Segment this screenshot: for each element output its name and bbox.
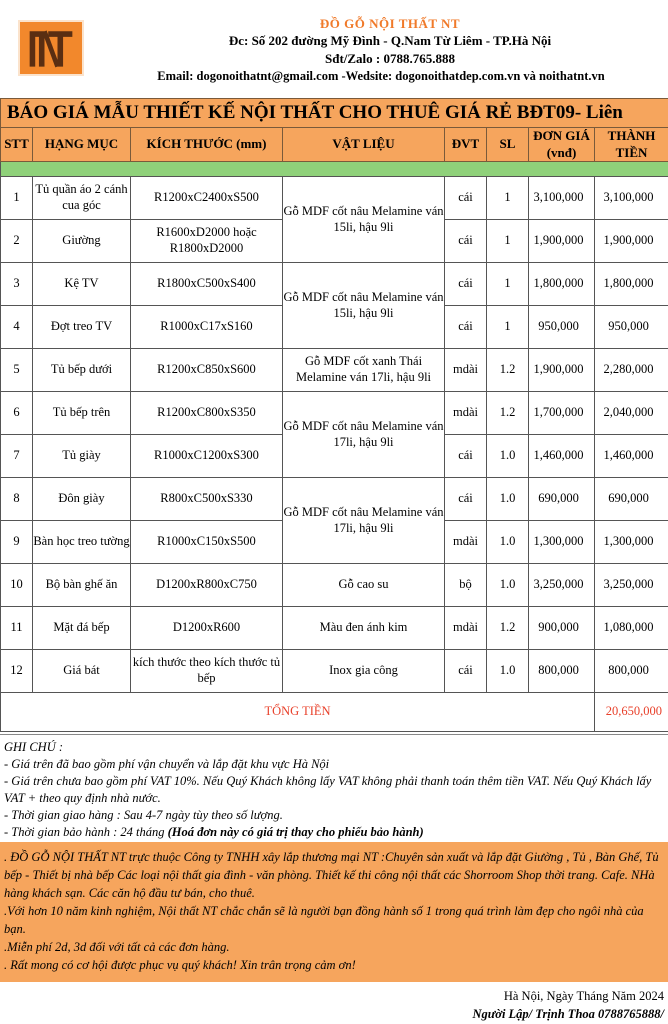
spacer-cell [1,162,668,177]
cell-price: 3,100,000 [529,177,595,220]
table-row [1,478,668,521]
cell-qty: 1.0 [487,478,529,521]
notes-section [0,734,668,840]
cell-qty: 1 [487,177,529,220]
cell-unit: cái [445,478,487,521]
cell-price: 950,000 [529,306,595,349]
cell-item: Tủ giày [33,435,131,478]
company-email-website: Email: dogonoithatnt@gmail.com -Wedsite: dogonoithatdep.com.vn và noithatnt.vn [157,69,605,83]
col-header-size: KÍCH THƯỚC (mm) [131,128,283,162]
cell-stt: 8 [1,478,33,521]
cell-material: Màu đen ánh kim [283,607,445,650]
cell-qty: 1.0 [487,435,529,478]
table-row [1,650,668,693]
notes-title: GHI CHÚ : [4,740,64,754]
cell-item: Đợt treo TV [33,306,131,349]
cell-unit: cái [445,650,487,693]
note-item: - Giá trên đã bao gồm phí vận chuyển và lắp đặt khu vực Hà Nội [4,757,330,771]
cell-size: R1200xC2400xS500 [131,177,283,220]
cell-size: R800xC500xS330 [131,478,283,521]
cell-stt: 7 [1,435,33,478]
cell-price: 900,000 [529,607,595,650]
cell-price: 1,800,000 [529,263,595,306]
cell-qty: 1.0 [487,650,529,693]
note-item: - Giá trên chưa bao gồm phí VAT 10%. Nếu Quý Khách không lấy VAT không phải thanh toán thêm tiền VAT. Nếu Quý Khách lấy VAT + theo quy định nhà nước. [4,774,652,805]
cell-unit: mdài [445,392,487,435]
table-row [1,349,668,392]
company-address: Đc: Số 202 đường Mỹ Đình - Q.Nam Từ Liêm - TP.Hà Nội [228,33,552,48]
intro-paragraph: .Với hơn 10 năm kinh nghiệm, Nội thất NT chắc chắn sẽ là người bạn đồng hành số 1 trong quá trình làm đẹp cho ngôi nhà của bạn. [4,904,644,936]
warranty-text: - Thời gian bảo hành : 24 tháng [4,825,168,839]
table-row [1,564,668,607]
cell-material: Gỗ MDF cốt nâu Melamine ván 17li, hậu 9li [283,392,445,478]
cell-material: Gỗ cao su [283,564,445,607]
intro-paragraph: . ĐỒ GỖ NỘI THẤT NT trực thuộc Công ty TNHH xây lắp thương mại NT :Chuyên sản xuất và lắp đặt Giường , Tủ , Bàn Ghế, Tủ bếp - Thiết bị nhà bếp Các loại nội thất gia đình - văn phòng. Thiết kế thi công nội thất các Shorroom Shop thời trang. Cafe. NHà hàng khách sạn. Các căn hộ đầu tư bán, cho thuê. [4,850,659,900]
quote-title: BÁO GIÁ MẪU THIẾT KẾ NỘI THẤT CHO THUÊ GIÁ RẺ BĐT09- Liên [1,99,668,128]
company-name: ĐỒ GỖ NỘI THẤT NT [319,16,461,31]
cell-qty: 1.2 [487,607,529,650]
cell-material: Gỗ MDF cốt xanh Thái Melamine ván 17li, hậu 9li [283,349,445,392]
cell-qty: 1.2 [487,392,529,435]
cell-stt: 4 [1,306,33,349]
spacer-row [1,162,668,177]
total-row [1,693,668,732]
cell-material: Inox gia công [283,650,445,693]
cell-total: 1,800,000 [595,263,668,306]
cell-material: Gỗ MDF cốt nâu Melamine ván 17li, hậu 9li [283,478,445,564]
cell-item: Đôn giày [33,478,131,521]
cell-price: 1,460,000 [529,435,595,478]
company-intro [0,842,668,982]
cell-size: R1200xC800xS350 [131,392,283,435]
cell-total: 2,280,000 [595,349,668,392]
intro-paragraph: . Rất mong có cơ hội được phục vụ quý khách! Xin trân trọng cảm ơn! [4,958,356,972]
col-header-item: HẠNG MỤC [33,128,131,162]
nt-logo-icon [20,22,82,74]
cell-price: 1,300,000 [529,521,595,564]
col-header-unit: ĐVT [445,128,487,162]
cell-unit: mdài [445,607,487,650]
company-logo [18,20,84,76]
sign-date: Hà Nội, Ngày Tháng Năm 2024 [503,989,664,1003]
total-value: 20,650,000 [595,693,668,732]
cell-price: 690,000 [529,478,595,521]
cell-unit: bộ [445,564,487,607]
intro-paragraph: .Miễn phí 2d, 3d đối với tất cả các đơn hàng. [4,940,230,954]
cell-size: D1200xR800xC750 [131,564,283,607]
col-header-material: VẬT LIỆU [283,128,445,162]
cell-item: Giường [33,220,131,263]
warranty-invoice-note: (Hoá đơn này có giá trị thay cho phiếu bảo hành) [167,825,424,839]
cell-total: 1,900,000 [595,220,668,263]
cell-size: D1200xR600 [131,607,283,650]
cell-size: R1600xD2000 hoặc R1800xD2000 [131,220,283,263]
col-header-stt: STT [1,128,33,162]
document-header [0,0,668,96]
cell-total: 3,250,000 [595,564,668,607]
table-row [1,607,668,650]
cell-price: 3,250,000 [529,564,595,607]
cell-price: 1,900,000 [529,220,595,263]
cell-stt: 5 [1,349,33,392]
cell-price: 1,900,000 [529,349,595,392]
table-header-row [1,128,668,162]
cell-item: Kệ TV [33,263,131,306]
total-label: TỔNG TIỀN [1,693,595,732]
cell-total: 1,460,000 [595,435,668,478]
cell-price: 800,000 [529,650,595,693]
cell-item: Bàn học treo tường [33,521,131,564]
cell-size: R1200xC850xS600 [131,349,283,392]
cell-unit: cái [445,263,487,306]
cell-stt: 9 [1,521,33,564]
cell-item: Giá bát [33,650,131,693]
cell-material: Gỗ MDF cốt nâu Melamine ván 15li, hậu 9li [283,263,445,349]
table-row [1,263,668,306]
cell-unit: cái [445,435,487,478]
col-header-price: ĐƠN GIÁ (vnđ) [529,128,595,162]
cell-unit: cái [445,306,487,349]
cell-unit: cái [445,220,487,263]
cell-qty: 1.2 [487,349,529,392]
cell-item: Bộ bàn ghế ăn [33,564,131,607]
cell-size: kích thước theo kích thước tủ bếp [131,650,283,693]
cell-size: R1000xC17xS160 [131,306,283,349]
cell-qty: 1.0 [487,521,529,564]
cell-total: 3,100,000 [595,177,668,220]
cell-size: R1000xC1200xS300 [131,435,283,478]
cell-unit: mdài [445,521,487,564]
col-header-qty: SL [487,128,529,162]
cell-item: Tủ bếp dưới [33,349,131,392]
table-row [1,177,668,220]
cell-unit: mdài [445,349,487,392]
cell-stt: 10 [1,564,33,607]
cell-item: Tủ bếp trên [33,392,131,435]
cell-qty: 1 [487,306,529,349]
company-phone: Sđt/Zalo : 0788.765.888 [324,51,455,66]
note-item: - Thời gian giao hàng : Sau 4-7 ngày tùy theo số lượng. [4,808,283,822]
cell-total: 950,000 [595,306,668,349]
cell-size: R1800xC500xS400 [131,263,283,306]
cell-unit: cái [445,177,487,220]
cell-stt: 2 [1,220,33,263]
sign-author: Người Lập/ Trịnh Thoa 0788765888/ [472,1007,664,1021]
cell-size: R1000xC150xS500 [131,521,283,564]
table-row [1,392,668,435]
cell-total: 800,000 [595,650,668,693]
note-item [4,824,664,841]
cell-item: Mặt đá bếp [33,607,131,650]
cell-qty: 1.0 [487,564,529,607]
cell-stt: 12 [1,650,33,693]
cell-stt: 1 [1,177,33,220]
quote-table [0,98,668,732]
cell-stt: 11 [1,607,33,650]
cell-stt: 6 [1,392,33,435]
signature-block [0,984,668,1024]
cell-stt: 3 [1,263,33,306]
cell-material: Gỗ MDF cốt nâu Melamine ván 15li, hậu 9li [283,177,445,263]
cell-qty: 1 [487,263,529,306]
cell-total: 2,040,000 [595,392,668,435]
col-header-total: THÀNH TIỀN [595,128,668,162]
cell-item: Tủ quần áo 2 cánh cua góc [33,177,131,220]
cell-price: 1,700,000 [529,392,595,435]
cell-total: 690,000 [595,478,668,521]
cell-qty: 1 [487,220,529,263]
cell-total: 1,080,000 [595,607,668,650]
cell-total: 1,300,000 [595,521,668,564]
